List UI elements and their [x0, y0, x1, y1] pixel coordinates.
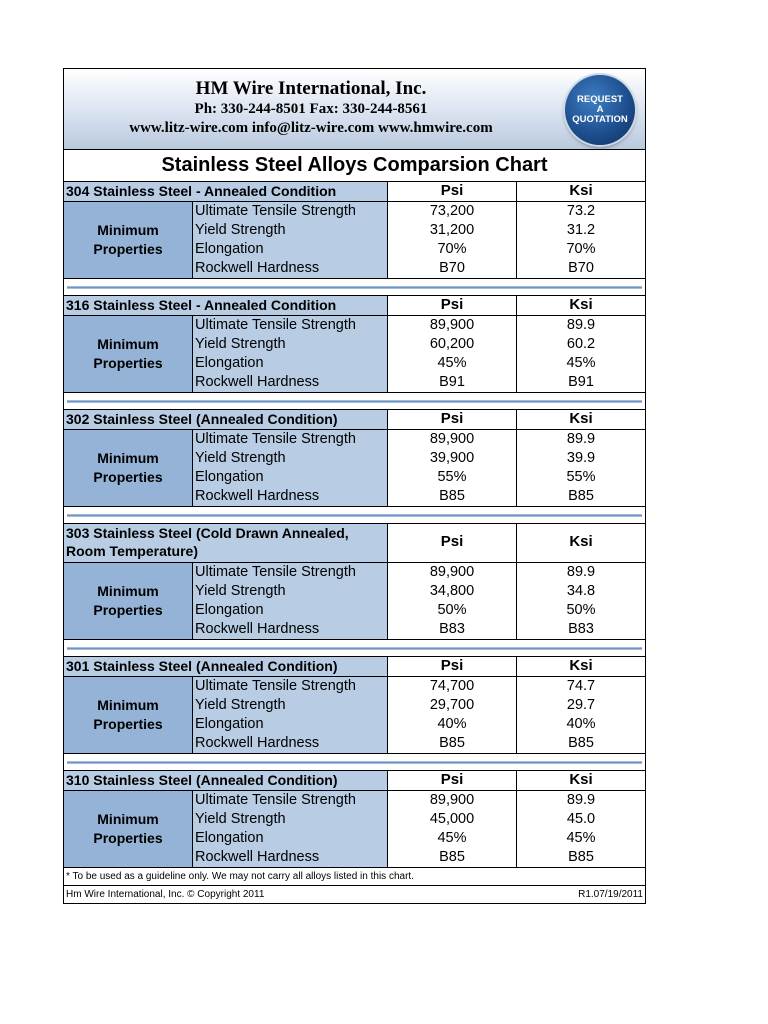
psi-column-header: Psi	[388, 182, 517, 201]
property-name: Ultimate Tensile Strength	[195, 792, 356, 808]
property-name: Ultimate Tensile Strength	[195, 203, 356, 219]
request-quotation-line-2: A	[596, 104, 604, 115]
ksi-column-header: Ksi	[569, 657, 593, 674]
psi-value: 40%	[437, 716, 467, 732]
ksi-values	[517, 202, 645, 278]
ksi-value: 29.7	[566, 697, 596, 713]
ksi-column-header: Ksi	[569, 533, 593, 550]
alloy-header-row	[64, 296, 645, 316]
psi-column-header: Psi	[388, 771, 517, 790]
psi-value: 89,900	[429, 564, 475, 580]
ksi-value: 73.2	[566, 203, 596, 219]
minimum-label-line-2: Properties	[93, 716, 163, 732]
alloy-header-row	[64, 410, 645, 430]
alloy-name: 310 Stainless Steel (Annealed Condition)	[64, 771, 388, 790]
property-name: Rockwell Hardness	[195, 374, 320, 390]
property-names	[193, 316, 388, 392]
ksi-values	[517, 677, 645, 753]
guideline-note: * To be used as a guideline only. We may not carry all alloys listed in this chart.	[64, 868, 645, 886]
psi-values	[388, 202, 517, 278]
section-divider	[64, 393, 645, 410]
psi-value: B91	[439, 374, 465, 390]
property-name: Yield Strength	[195, 697, 286, 713]
ksi-value: 55%	[566, 469, 596, 485]
psi-value: 55%	[437, 469, 467, 485]
alloy-properties-body	[64, 202, 645, 278]
property-name: Yield Strength	[195, 222, 286, 238]
property-name: Rockwell Hardness	[195, 621, 320, 637]
alloy-name: 302 Stainless Steel (Annealed Condition)	[64, 410, 388, 429]
property-name: Elongation	[195, 355, 264, 371]
alloy-section	[64, 410, 645, 507]
alloy-section	[64, 771, 645, 868]
psi-value: 73,200	[429, 203, 475, 219]
psi-value: 34,800	[429, 583, 475, 599]
property-name: Rockwell Hardness	[195, 735, 320, 751]
minimum-label-line-2: Properties	[93, 355, 163, 371]
divider-bar	[67, 514, 642, 517]
ksi-value: B85	[568, 849, 594, 865]
ksi-value: 45.0	[566, 811, 596, 827]
ksi-value: 89.9	[566, 564, 596, 580]
ksi-value: 34.8	[566, 583, 596, 599]
ksi-value: 70%	[566, 241, 596, 257]
alloy-name: 303 Stainless Steel (Cold Drawn Annealed, Room Temperature)	[64, 524, 388, 562]
revision-text: R1.07/19/2011	[578, 889, 643, 900]
property-name: Yield Strength	[195, 336, 286, 352]
psi-value: 60,200	[429, 336, 475, 352]
property-name: Elongation	[195, 716, 264, 732]
property-name: Elongation	[195, 241, 264, 257]
ksi-value: 89.9	[566, 317, 596, 333]
property-name: Ultimate Tensile Strength	[195, 431, 356, 447]
request-quotation-line-3: QUOTATION	[572, 114, 628, 125]
ksi-value: 40%	[566, 716, 596, 732]
alloy-properties-body	[64, 430, 645, 506]
property-names	[193, 202, 388, 278]
alloy-header-row	[64, 771, 645, 791]
property-name: Rockwell Hardness	[195, 488, 320, 504]
minimum-label-line-1: Minimum	[97, 811, 159, 827]
minimum-label-line-1: Minimum	[97, 697, 159, 713]
property-name: Yield Strength	[195, 450, 286, 466]
divider-bar	[67, 647, 642, 650]
section-divider	[64, 754, 645, 771]
minimum-label-line-1: Minimum	[97, 583, 159, 599]
ksi-value: B83	[568, 621, 594, 637]
ksi-column-header: Ksi	[569, 410, 593, 427]
alloy-header-row	[64, 182, 645, 202]
psi-column-header: Psi	[388, 524, 517, 562]
ksi-value: 31.2	[566, 222, 596, 238]
property-name: Elongation	[195, 469, 264, 485]
section-divider	[64, 640, 645, 657]
psi-value: 29,700	[429, 697, 475, 713]
company-header	[64, 69, 645, 150]
alloy-name: 316 Stainless Steel - Annealed Condition	[64, 296, 388, 315]
psi-value: B85	[439, 849, 465, 865]
alloy-section	[64, 524, 645, 640]
ksi-values	[517, 430, 645, 506]
property-names	[193, 791, 388, 867]
ksi-value: 89.9	[566, 792, 596, 808]
psi-value: 89,900	[429, 317, 475, 333]
minimum-properties-label	[64, 202, 193, 278]
divider-bar	[67, 761, 642, 764]
property-name: Rockwell Hardness	[195, 849, 320, 865]
psi-column-header: Psi	[388, 410, 517, 429]
minimum-properties-label	[64, 430, 193, 506]
company-phone-fax: Ph: 330-244-8501 Fax: 330-244-8561	[194, 101, 428, 117]
alloy-name: 301 Stainless Steel (Annealed Condition)	[64, 657, 388, 676]
minimum-label-line-1: Minimum	[97, 222, 159, 238]
divider-bar	[67, 286, 642, 289]
alloy-properties-body	[64, 563, 645, 639]
psi-column-header: Psi	[388, 657, 517, 676]
psi-value: 74,700	[429, 678, 475, 694]
psi-value: 39,900	[429, 450, 475, 466]
property-name: Rockwell Hardness	[195, 260, 320, 276]
property-name: Elongation	[195, 830, 264, 846]
psi-values	[388, 677, 517, 753]
divider-bar	[67, 400, 642, 403]
section-divider	[64, 279, 645, 296]
psi-column-header: Psi	[388, 296, 517, 315]
psi-value: 45,000	[429, 811, 475, 827]
psi-value: 70%	[437, 241, 467, 257]
ksi-values	[517, 563, 645, 639]
alloy-header-row	[64, 524, 645, 563]
alloy-section	[64, 182, 645, 279]
ksi-values	[517, 791, 645, 867]
property-names	[193, 563, 388, 639]
ksi-value: B91	[568, 374, 594, 390]
alloy-name: 304 Stainless Steel - Annealed Condition	[64, 182, 388, 201]
ksi-column-header: Ksi	[569, 296, 593, 313]
section-divider	[64, 507, 645, 524]
property-name: Ultimate Tensile Strength	[195, 678, 356, 694]
copyright-text: Hm Wire International, Inc. © Copyright 2011	[66, 889, 265, 900]
company-web-email: www.litz-wire.com info@litz-wire.com www.hmwire.com	[129, 120, 493, 136]
request-quotation-button[interactable]	[565, 75, 635, 145]
minimum-properties-label	[64, 677, 193, 753]
property-name: Yield Strength	[195, 811, 286, 827]
minimum-properties-label	[64, 563, 193, 639]
ksi-value: 39.9	[566, 450, 596, 466]
minimum-label-line-2: Properties	[93, 241, 163, 257]
minimum-label-line-2: Properties	[93, 469, 163, 485]
psi-values	[388, 430, 517, 506]
psi-values	[388, 563, 517, 639]
psi-value: 89,900	[429, 431, 475, 447]
alloy-section	[64, 657, 645, 754]
ksi-value: B85	[568, 735, 594, 751]
ksi-value: B85	[568, 488, 594, 504]
ksi-value: 45%	[566, 355, 596, 371]
alloy-properties-body	[64, 316, 645, 392]
property-name: Ultimate Tensile Strength	[195, 564, 356, 580]
property-name: Yield Strength	[195, 583, 286, 599]
alloy-properties-body	[64, 791, 645, 867]
psi-value: B85	[439, 488, 465, 504]
psi-values	[388, 791, 517, 867]
property-name: Ultimate Tensile Strength	[195, 317, 356, 333]
minimum-label-line-1: Minimum	[97, 450, 159, 466]
minimum-properties-label	[64, 791, 193, 867]
alloy-section	[64, 296, 645, 393]
company-info	[67, 72, 555, 144]
ksi-value: 74.7	[566, 678, 596, 694]
ksi-column-header: Ksi	[569, 182, 593, 199]
psi-value: 45%	[437, 830, 467, 846]
alloy-header-row	[64, 657, 645, 677]
ksi-value: 50%	[566, 602, 596, 618]
property-names	[193, 430, 388, 506]
minimum-label-line-2: Properties	[93, 602, 163, 618]
company-name: HM Wire International, Inc.	[195, 78, 427, 99]
alloy-sections	[64, 182, 645, 868]
psi-value: 50%	[437, 602, 467, 618]
property-name: Elongation	[195, 602, 264, 618]
psi-values	[388, 316, 517, 392]
alloy-properties-body	[64, 677, 645, 753]
ksi-value: 60.2	[566, 336, 596, 352]
psi-value: 31,200	[429, 222, 475, 238]
ksi-value: B70	[568, 260, 594, 276]
psi-value: B70	[439, 260, 465, 276]
footer	[64, 886, 645, 903]
request-quotation-line-1: REQUEST	[577, 94, 623, 105]
ksi-column-header: Ksi	[569, 771, 593, 788]
minimum-label-line-2: Properties	[93, 830, 163, 846]
alloy-chart-sheet	[63, 68, 646, 904]
chart-title: Stainless Steel Alloys Comparsion Chart	[64, 150, 645, 182]
ksi-values	[517, 316, 645, 392]
minimum-properties-label	[64, 316, 193, 392]
ksi-value: 45%	[566, 830, 596, 846]
psi-value: 89,900	[429, 792, 475, 808]
ksi-value: 89.9	[566, 431, 596, 447]
psi-value: B85	[439, 735, 465, 751]
minimum-label-line-1: Minimum	[97, 336, 159, 352]
property-names	[193, 677, 388, 753]
psi-value: 45%	[437, 355, 467, 371]
psi-value: B83	[439, 621, 465, 637]
